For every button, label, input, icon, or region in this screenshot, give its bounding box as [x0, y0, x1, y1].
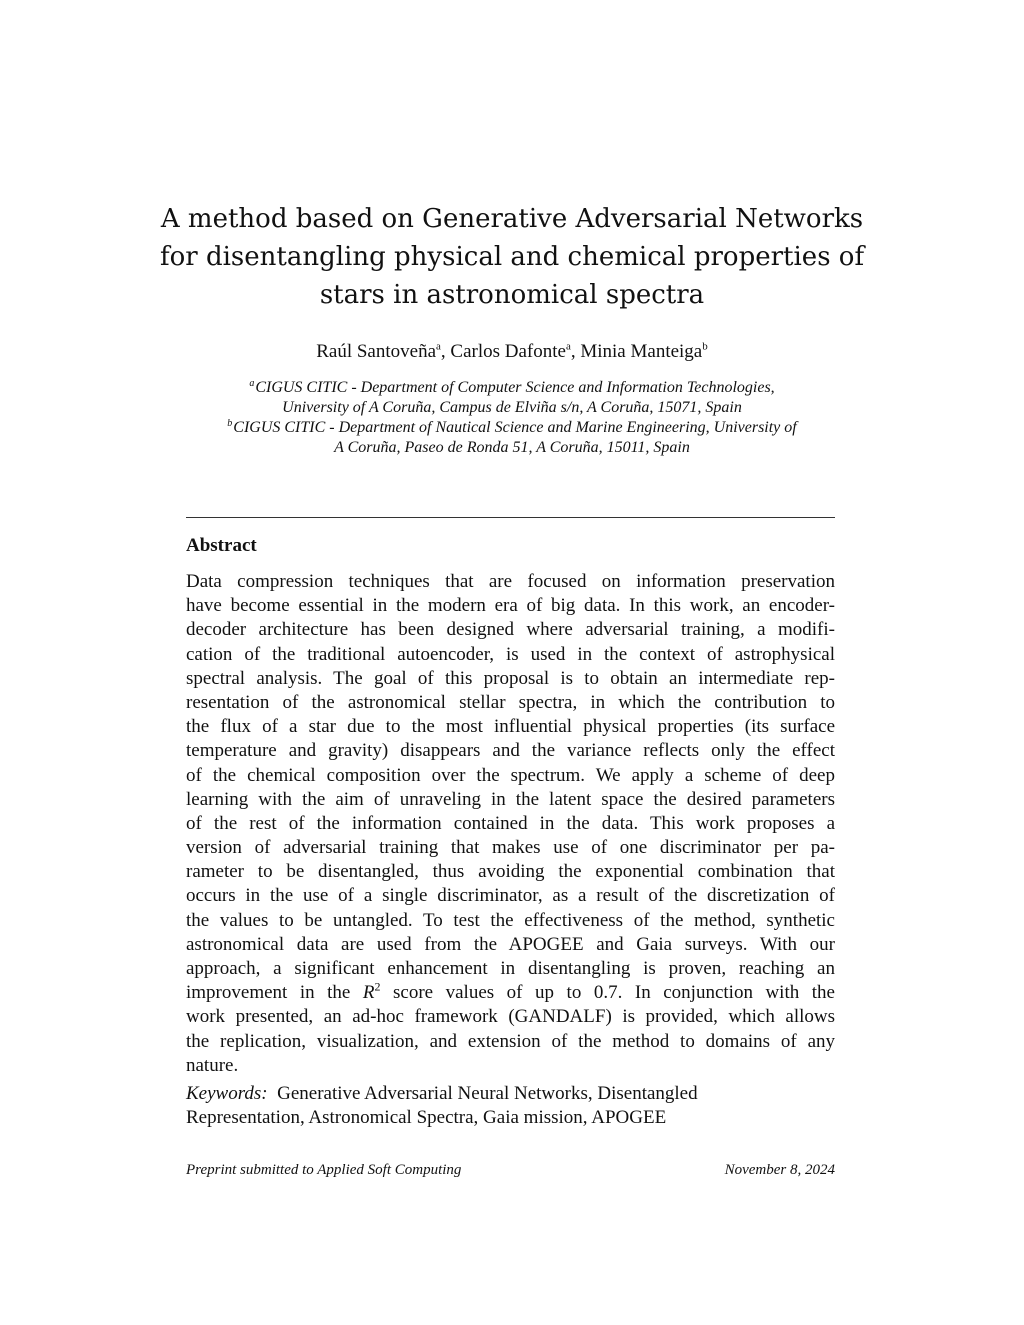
author-name: Minia Manteiga [580, 341, 703, 362]
footer-date: November 8, 2024 [724, 1162, 835, 1178]
abstract-line: learning with the aim of unraveling in the latent space the desired parameters [186, 788, 835, 810]
abstract-line: work presented, an ad-hoc framework (GANDALF) is provided, which allows [186, 1006, 835, 1028]
author-affil-mark: b [702, 340, 708, 353]
abstract-line: version of adversarial training that makes use of one discriminator per pa- [186, 837, 835, 859]
keywords-block [186, 1082, 835, 1130]
author-list: Raúl Santoveña$^a$, Carlos Dafonte$^a$, Minia Manteiga$^b$ [316, 340, 708, 362]
abstract-heading: Abstract [186, 535, 257, 556]
abstract-line: the flux of a star due to the most influential physical properties (its surface [186, 716, 835, 738]
affiliation-b-line2: A Coruña, Paseo de Ronda 51, A Coruña, 15011, Spain [334, 439, 690, 456]
abstract-line-r2 [186, 981, 835, 1005]
abstract-line: have become essential in the modern era of big data. In this work, an encoder- [186, 595, 835, 617]
abstract-line: spectral analysis. The goal of this proposal is to obtain an intermediate rep- [186, 667, 835, 689]
abstract-line: approach, a significant enhancement in disentangling is proven, reaching an [186, 958, 835, 979]
abstract-line: temperature and gravity) disappears and the variance reflects only the effect [186, 740, 835, 762]
abstract-text: improvement in the [186, 982, 363, 1004]
footer-journal: Preprint submitted to Applied Soft Computing [186, 1162, 462, 1178]
keywords-label: Keywords: [186, 1083, 268, 1104]
abstract-line: the values to be untangled. To test the effectiveness of the method, synthetic [186, 909, 835, 931]
keywords-line: Representation, Astronomical Spectra, Gaia mission, APOGEE [186, 1107, 667, 1129]
author-affil-mark: a [436, 340, 441, 353]
affiliation-text: CIGUS CITIC - Department of Nautical Science and Marine Engineering, University of [233, 419, 797, 436]
author-name: Raúl Santoveña [316, 341, 437, 362]
affiliations [160, 378, 864, 458]
abstract-body [186, 570, 835, 1078]
affiliation-a-line1 [160, 378, 864, 398]
section-divider [186, 517, 835, 518]
abstract-line: decoder architecture has been designed where adversarial training, a modifi- [186, 619, 835, 641]
keywords-text: Generative Adversarial Neural Networks, Disentangled [277, 1083, 698, 1104]
title-line: for disentangling physical and chemical properties of [160, 242, 865, 272]
author-affil-mark: a [565, 340, 571, 353]
keywords-line [186, 1082, 835, 1106]
page-footer [186, 1160, 835, 1180]
abstract-line: resentation of the astronomical stellar spectra, in which the contribution to [186, 691, 835, 713]
abstract-text: score values of up to 0.7. In conjunction with the [380, 982, 835, 1004]
abstract-line: the replication, visualization, and extension of the method to domains of any [186, 1030, 835, 1052]
author-name: Carlos Dafonte [450, 341, 566, 362]
r2-exponent: 2 [374, 979, 381, 994]
abstract-line: cation of the traditional autoencoder, is used in the context of astrophysical [186, 643, 835, 665]
abstract-line: of the rest of the information contained in the data. This work proposes a [186, 812, 835, 834]
affiliation-mark: b [227, 417, 233, 429]
abstract-line: occurs in the use of a single discriminator, as a result of the discretization of [186, 885, 835, 907]
abstract-line: nature. [186, 1054, 239, 1076]
abstract-line: Data compression techniques that are focused on information preservation [186, 571, 835, 592]
affiliation-b-line1 [160, 418, 864, 438]
abstract-line: rameter to be disentangled, thus avoiding the exponential combination that [186, 861, 835, 883]
affiliation-text: CIGUS CITIC - Department of Computer Science and Information Technologies, [255, 379, 775, 396]
affiliation-a-line2: University of A Coruña, Campus de Elviña s/n, A Coruña, 15071, Spain [282, 399, 742, 416]
paper-title [160, 200, 864, 314]
affiliation-mark: a [249, 377, 255, 389]
title-line: stars in astronomical spectra [319, 280, 705, 310]
abstract-line: of the chemical composition over the spectrum. We apply a scheme of deep [186, 764, 835, 786]
abstract-line: astronomical data are used from the APOGEE and Gaia surveys. With our [186, 933, 835, 955]
r2-symbol: R [362, 982, 375, 1004]
title-line: A method based on Generative Adversarial Networks [160, 204, 864, 234]
